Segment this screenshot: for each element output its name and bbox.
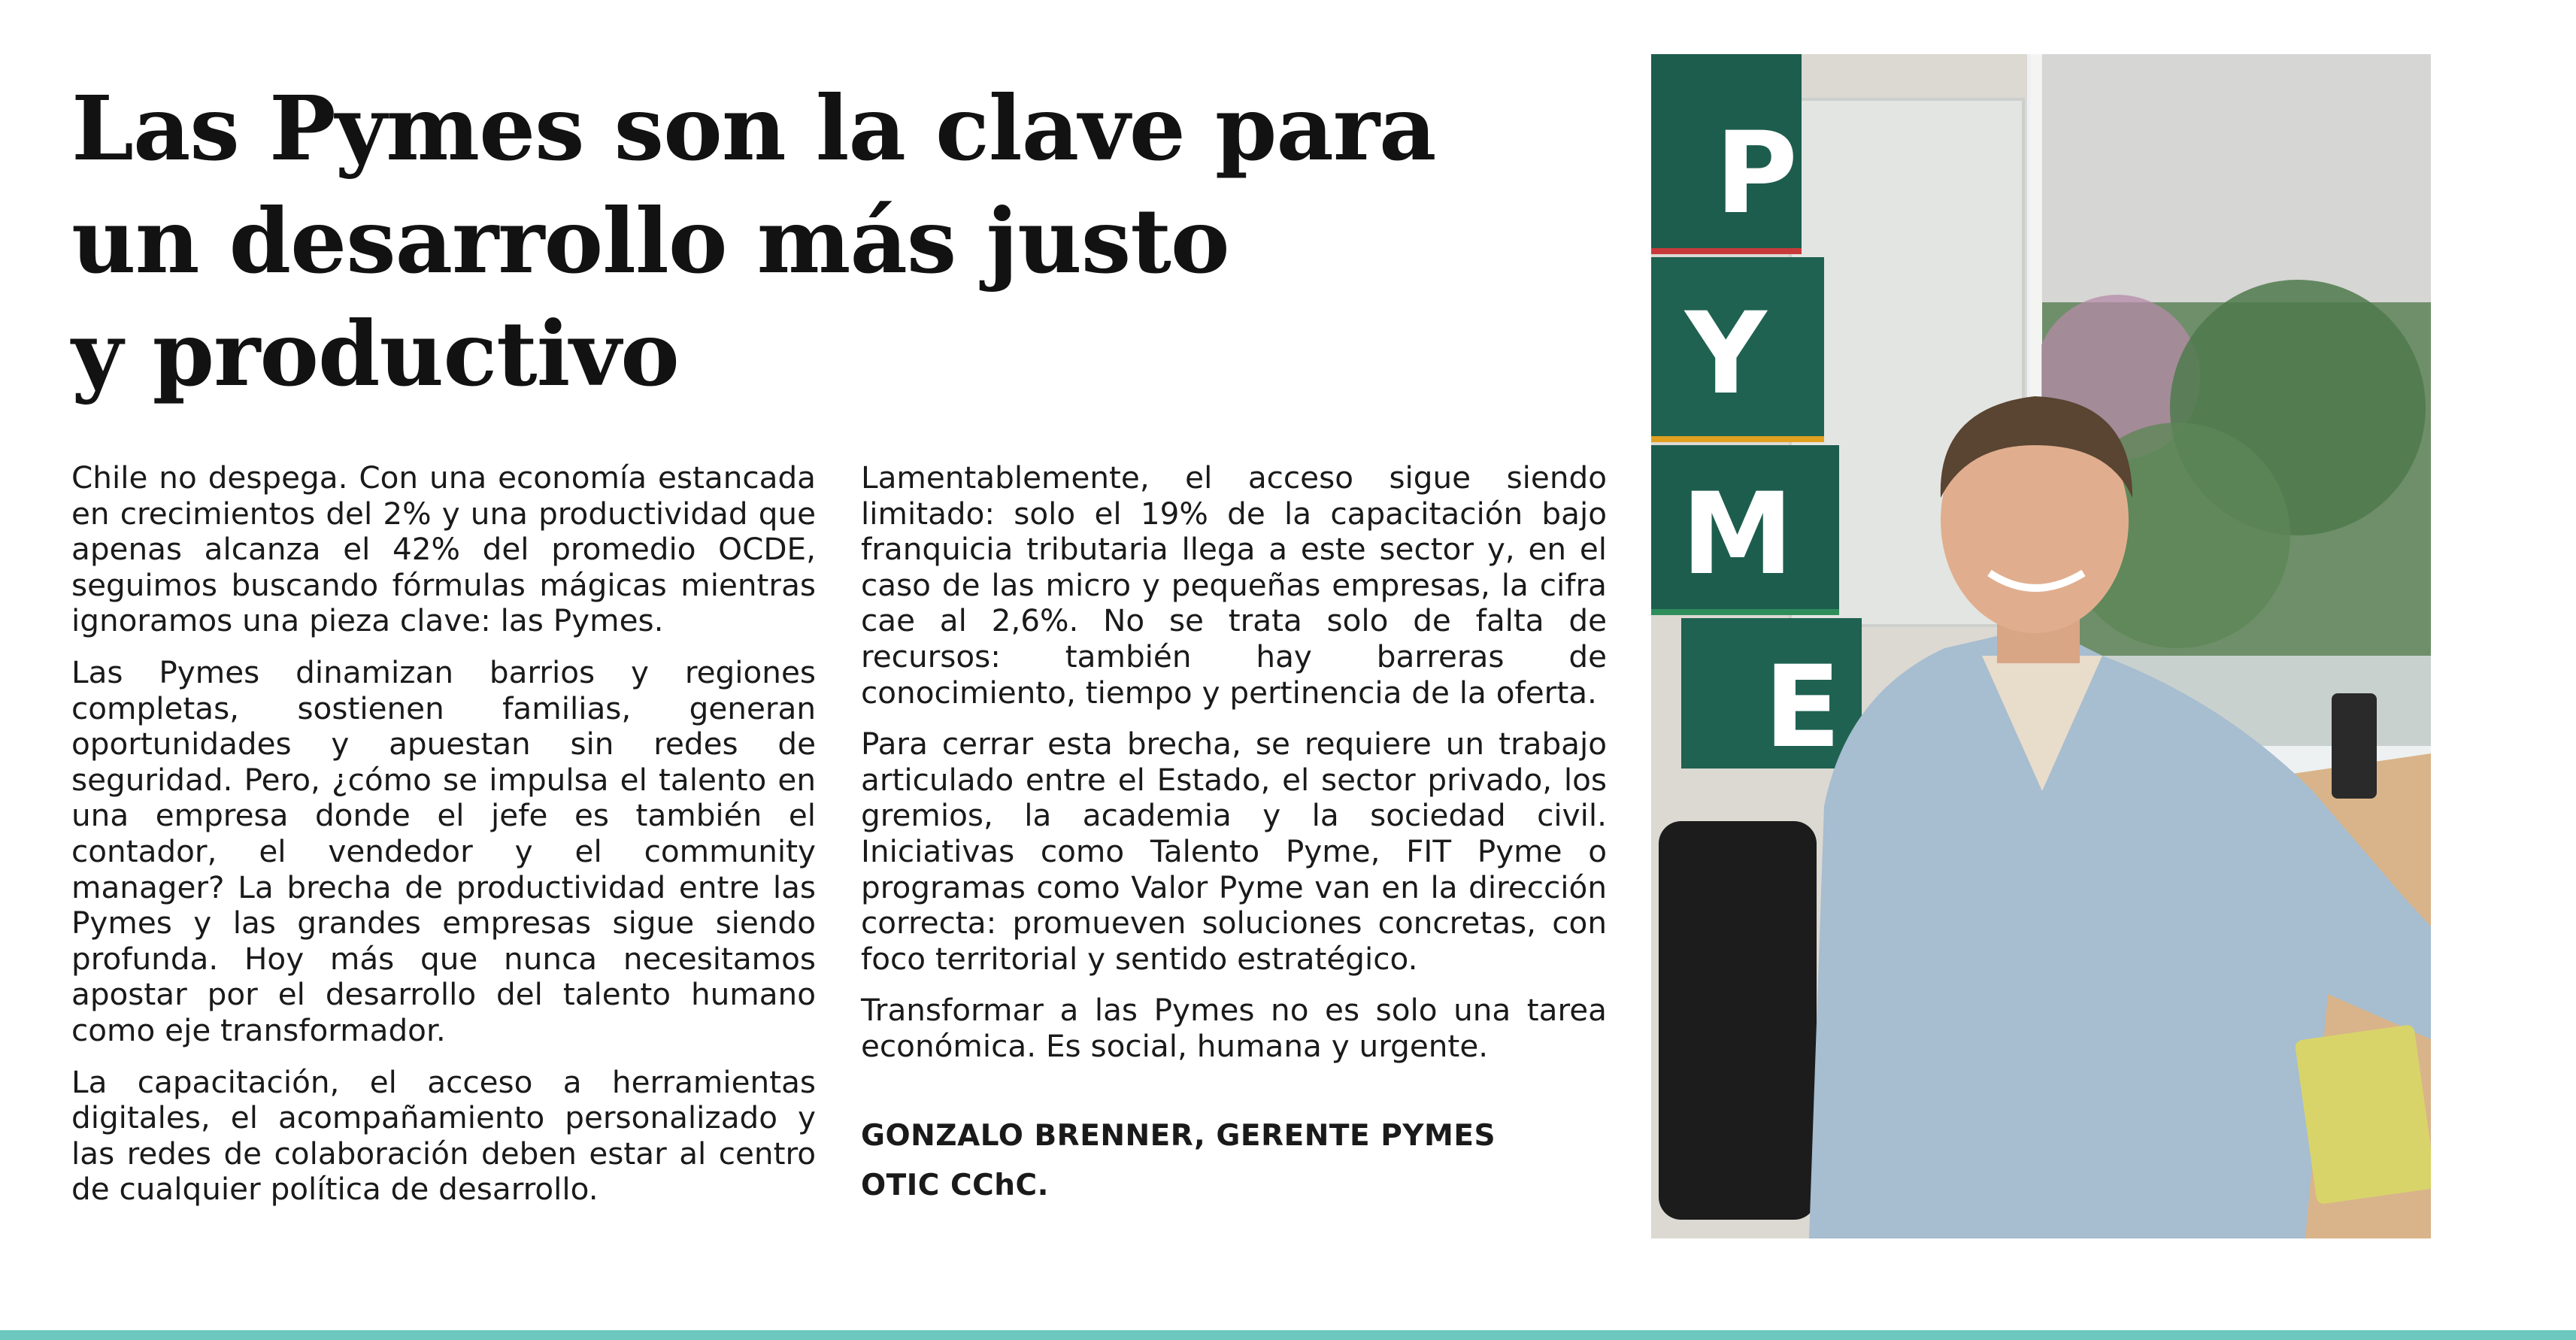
- text-column-left: [71, 460, 816, 1223]
- sign-letter: P: [1715, 108, 1798, 239]
- bottom-accent-rule: [0, 1330, 2576, 1340]
- headline-line: un desarrollo más justo: [71, 189, 1229, 293]
- byline-org: OTIC CChC.: [861, 1168, 1049, 1202]
- byline-name: GONZALO BRENNER, GERENTE PYMES: [861, 1118, 1496, 1153]
- paragraph: Las Pymes dinamizan barrios y regiones completas, sostienen familias, generan oportunidades y apuestan sin redes de seguridad. Pero, ¿cómo se impulsa el talento en una empresa donde el jefe es también el contador, el vendedor y el community manager? La brecha de productividad entre las Pymes y las grandes empresas sigue siendo profunda. Hoy más que nunca necesitamos apostar por el desarrollo del talento humano como eje transformador.: [71, 653, 816, 1048]
- office-scene-illustration: [1651, 54, 2431, 1238]
- paragraph: Lamentablemente, el acceso sigue siendo limitado: solo el 19% de la capacitación bajo franquicia tributaria llega a este sector y, en el caso de las micro y pequeñas empresas, la cifra cae al 2,6%. No se trata solo de falta de recursos: también hay barreras de conocimiento, tiempo y pertinencia de la oferta.: [861, 459, 1607, 711]
- headline: [71, 72, 1635, 411]
- paragraph: Chile no despega. Con una economía estancada en crecimientos del 2% y una productividad que apenas alcanza el 42% del promedio OCDE, seguimos buscando fórmulas mágicas mientras ignoramos una pieza clave: las Pymes.: [71, 459, 816, 639]
- sign-letter: E: [1764, 642, 1841, 773]
- paragraph: La capacitación, el acceso a herramientas digitales, el acompañamiento personalizado y las redes de colaboración deben estar al centro de cualquier política de desarrollo.: [71, 1063, 816, 1208]
- paragraph: Para cerrar esta brecha, se requiere un trabajo articulado entre el Estado, el sector privado, los gremios, la academia y la sociedad civil. Iniciativas como Talento Pyme, FIT Pyme o programas como Valor Pyme van en la dirección correcta: promueven soluciones concretas, con foco territorial y sentido estratégico.: [861, 726, 1607, 977]
- author-byline: [861, 1111, 1607, 1211]
- text-column-right: [861, 460, 1607, 1211]
- paragraph: Transformar a las Pymes no es solo una tarea económica. Es social, humana y urgente.: [861, 992, 1607, 1064]
- sign-letter: M: [1681, 469, 1794, 600]
- headline-line: Las Pymes son la clave para: [71, 76, 1436, 180]
- author-photo: [1651, 54, 2431, 1238]
- headline-line: y productivo: [71, 302, 679, 406]
- sign-letter: Y: [1685, 289, 1767, 420]
